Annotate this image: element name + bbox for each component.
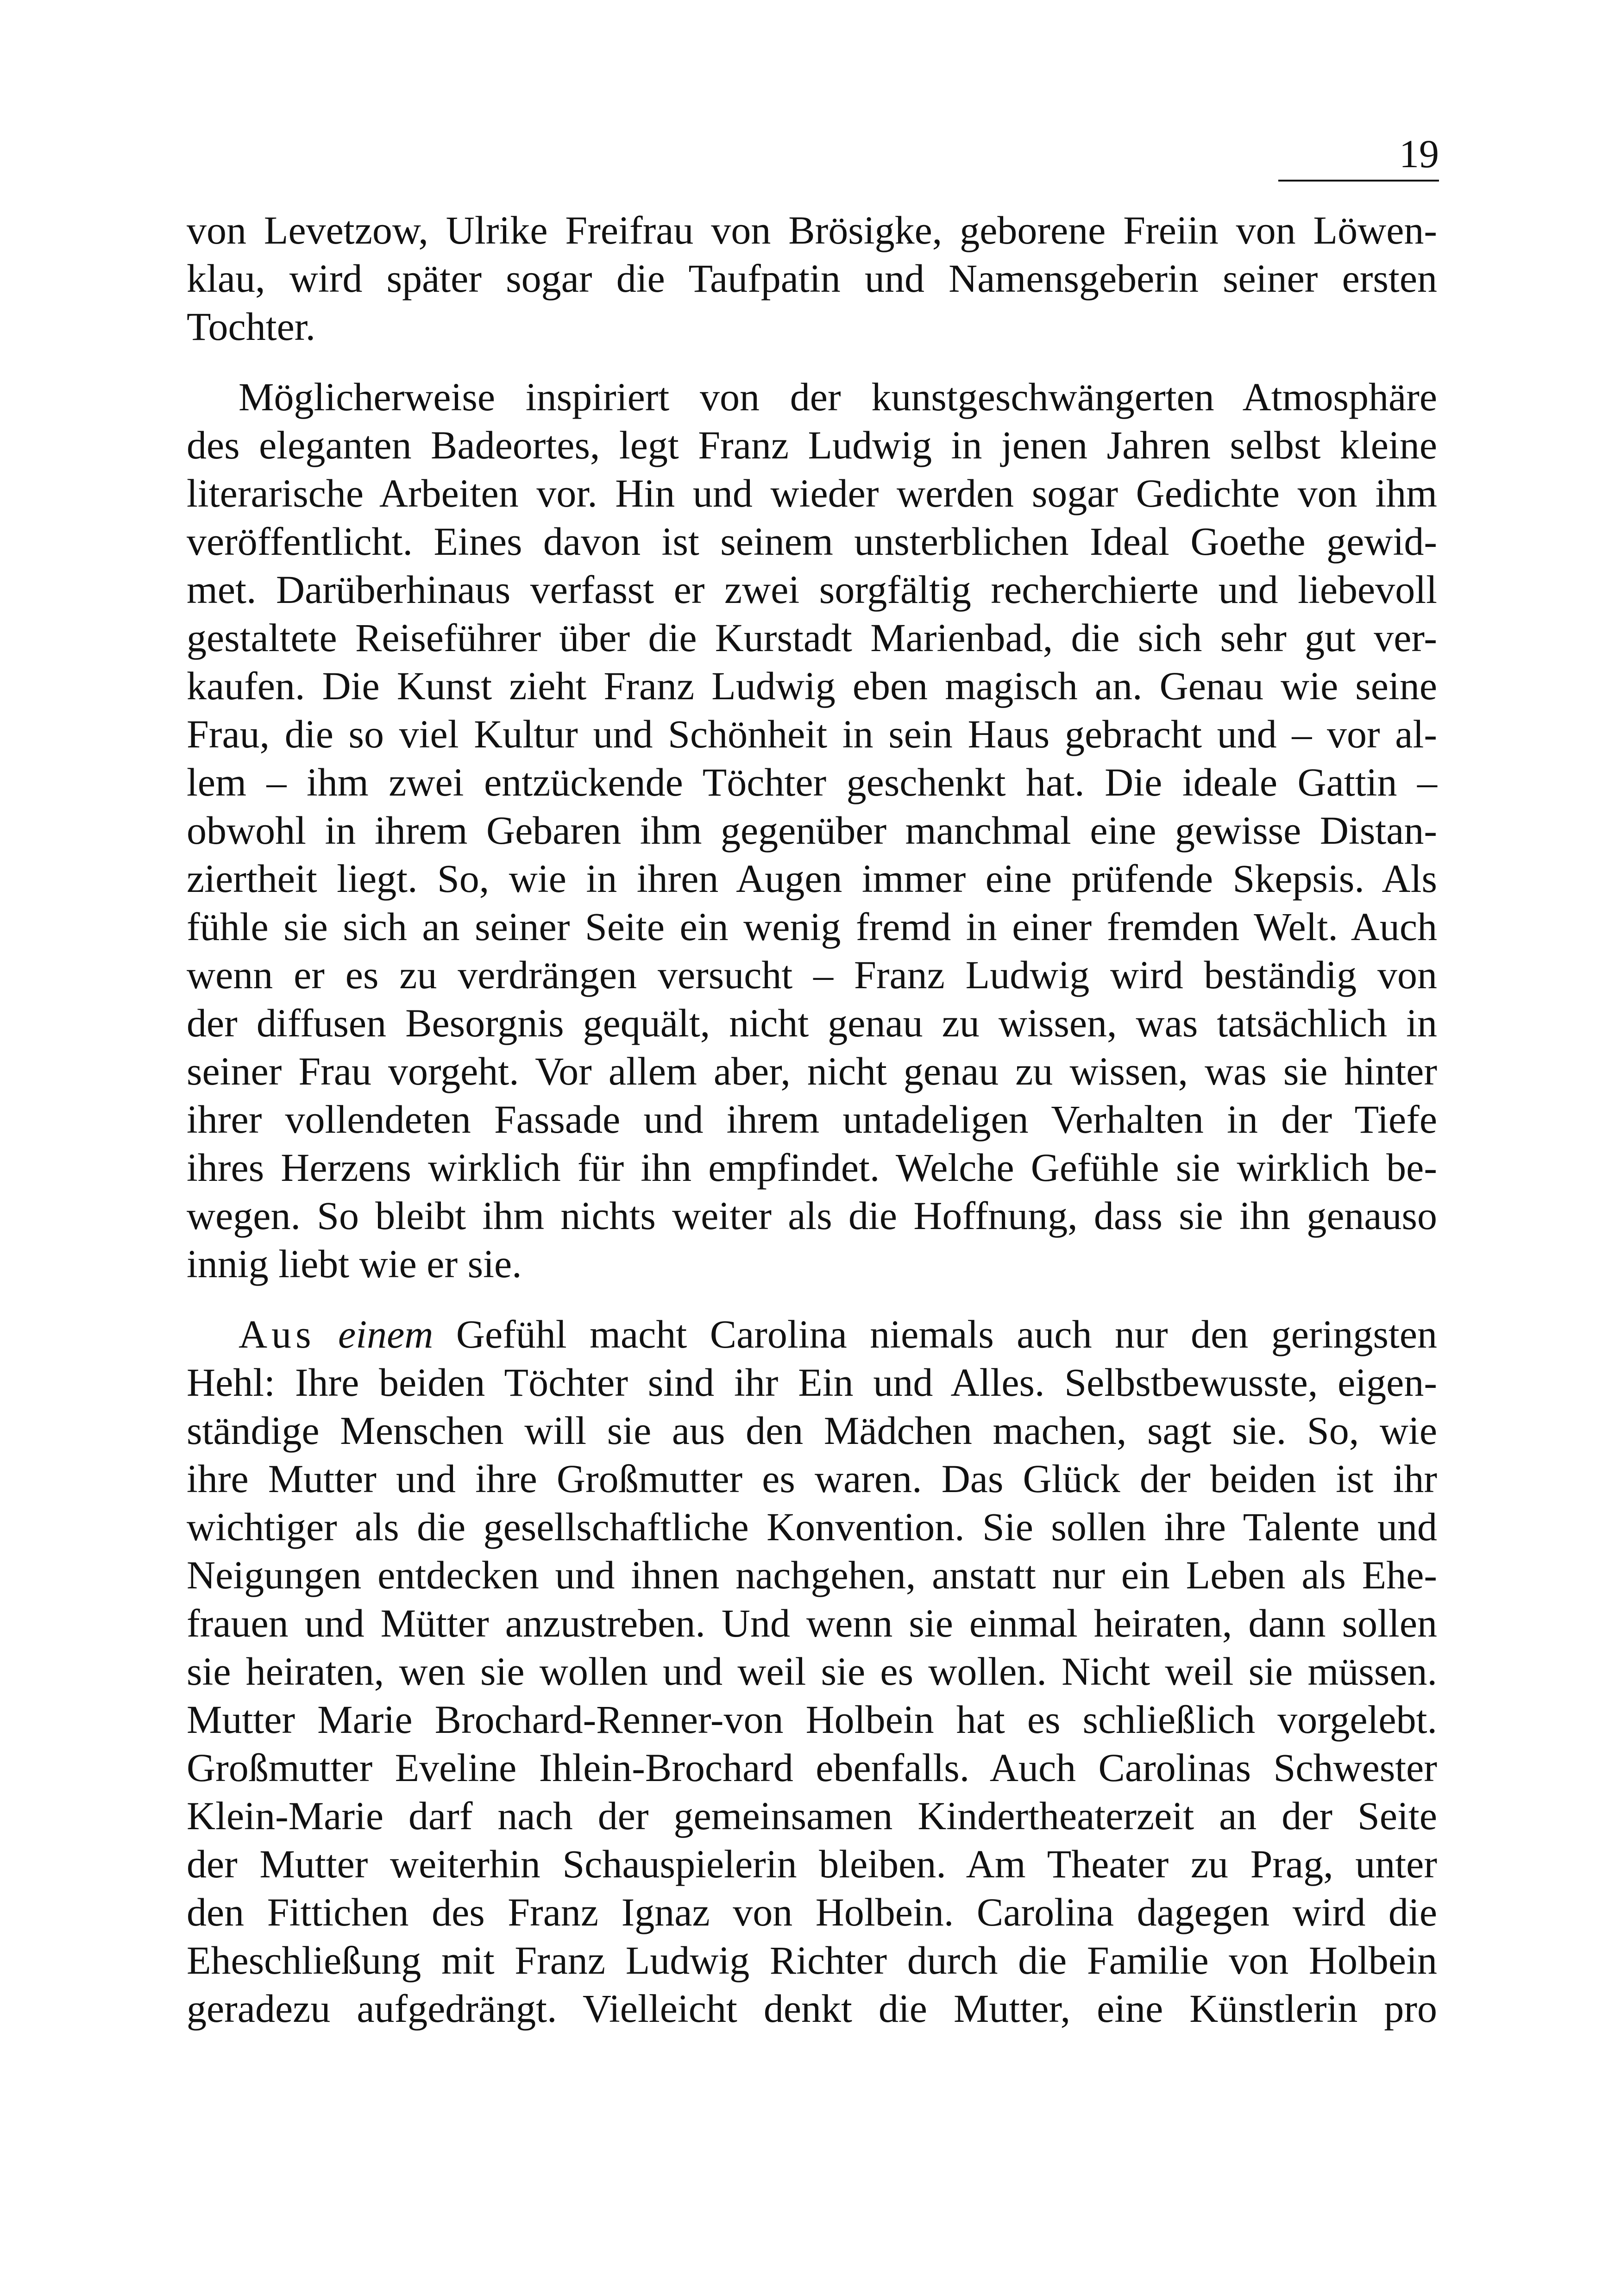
- text-line: ziertheit liegt. So, wie in ihren Augen immer eine prüfende Skepsis. Als: [187, 856, 1437, 901]
- text-line: Klein-Marie darf nach der gemeinsamen Kindertheaterzeit an der Seite: [187, 1794, 1437, 1838]
- text-line: Mutter Marie Brochard-Renner-von Holbein hat es schließlich vorgelebt.: [187, 1697, 1437, 1742]
- text-line: obwohl in ihrem Gebaren ihm gegenüber manchmal eine gewisse Distan-: [187, 808, 1437, 853]
- text-line: von Levetzow, Ulrike Freifrau von Brösigke, geborene Freiin von Löwen-: [187, 208, 1437, 252]
- text-line: ihre Mutter und ihre Großmutter es waren. Das Glück der beiden ist ihr: [187, 1456, 1437, 1501]
- text-line: sie heiraten, wen sie wollen und weil sie es wollen. Nicht weil sie müssen.: [187, 1649, 1437, 1694]
- paragraph-gap: [187, 351, 1437, 373]
- text-line: klau, wird später sogar die Taufpatin und Namensgeberin seiner ersten: [187, 256, 1437, 301]
- text-line: lem – ihm zwei entzückende Töchter geschenkt hat. Die ideale Gattin –: [187, 760, 1437, 804]
- text-line: Eheschließung mit Franz Ludwig Richter durch die Familie von Holbein: [187, 1938, 1437, 1982]
- paragraph-2: [187, 373, 1437, 1288]
- text-line: den Fittichen des Franz Ignaz von Holbein. Carolina dagegen wird die: [187, 1890, 1437, 1934]
- text-line: ihrer vollendeten Fassade und ihrem untadeligen Verhalten in der Tiefe: [187, 1097, 1437, 1142]
- text-line: ständige Menschen will sie aus den Mädchen machen, sagt sie. So, wie: [187, 1408, 1437, 1453]
- body-text: [187, 206, 1437, 2033]
- spaced-word: Aus: [239, 1312, 315, 1356]
- text-line: wichtiger als die gesellschaftliche Konvention. Sie sollen ihre Talente und: [187, 1505, 1437, 1549]
- text-line: Tochter.: [187, 304, 316, 349]
- italic-word: einem: [338, 1312, 434, 1356]
- text-line-first: [187, 1310, 1437, 1358]
- text-line: Neigungen entdecken und ihnen nachgehen, anstatt nur ein Leben als Ehe-: [187, 1553, 1437, 1597]
- text-line: geradezu aufgedrängt. Vielleicht denkt die Mutter, eine Künstlerin pro: [187, 1986, 1437, 2031]
- text-line: der diffusen Besorgnis gequält, nicht genau zu wissen, was tatsächlich in: [187, 1001, 1437, 1045]
- text-line: wenn er es zu verdrängen versucht – Franz Ludwig wird beständig von: [187, 953, 1437, 997]
- header-rule: [1278, 180, 1439, 182]
- text-line: fühle sie sich an seiner Seite ein wenig fremd in einer fremden Welt. Auch: [187, 904, 1437, 949]
- text-line: Großmutter Eveline Ihlein-Brochard ebenfalls. Auch Carolinas Schwester: [187, 1745, 1437, 1790]
- text-line: Hehl: Ihre beiden Töchter sind ihr Ein und Alles. Selbstbewusste, eigen-: [187, 1360, 1437, 1405]
- text-line: kaufen. Die Kunst zieht Franz Ludwig eben magisch an. Genau wie seine: [187, 664, 1437, 708]
- text-line: wegen. So bleibt ihm nichts weiter als die Hoffnung, dass sie ihn genauso: [187, 1193, 1437, 1238]
- text-line: seiner Frau vorgeht. Vor allem aber, nicht genau zu wissen, was sie hinter: [187, 1049, 1437, 1093]
- text-line: des eleganten Badeortes, legt Franz Ludwig in jenen Jahren selbst kleine: [187, 423, 1437, 467]
- text-line: ihres Herzens wirklich für ihn empfindet. Welche Gefühle sie wirklich be-: [187, 1145, 1437, 1190]
- text-line: literarische Arbeiten vor. Hin und wieder werden sogar Gedichte von ihm: [187, 471, 1437, 515]
- line-rest: Gefühl macht Carolina niemals auch nur den geringsten: [433, 1312, 1438, 1356]
- paragraph-1: [187, 206, 1437, 351]
- text-line: met. Darüberhinaus verfasst er zwei sorgfältig recherchierte und liebevoll: [187, 567, 1437, 612]
- text-line: veröffentlicht. Eines davon ist seinem unsterblichen Ideal Goethe gewid-: [187, 519, 1437, 564]
- page-header: [1278, 131, 1439, 182]
- text-line: gestaltete Reiseführer über die Kurstadt Marienbad, die sich sehr gut ver-: [187, 615, 1437, 660]
- text-line: frauen und Mütter anzustreben. Und wenn sie einmal heiraten, dann sollen: [187, 1601, 1437, 1645]
- text-line: Frau, die so viel Kultur und Schönheit in sein Haus gebracht und – vor al-: [187, 712, 1437, 756]
- text-line: Möglicherweise inspiriert von der kunstgeschwängerten Atmosphäre: [239, 375, 1437, 419]
- page-number: 19: [1399, 132, 1439, 176]
- paragraph-gap: [187, 1288, 1437, 1310]
- text-line: innig liebt wie er sie.: [187, 1242, 522, 1286]
- text-line: der Mutter weiterhin Schauspielerin bleiben. Am Theater zu Prag, unter: [187, 1842, 1437, 1886]
- paragraph-3: [187, 1310, 1437, 2033]
